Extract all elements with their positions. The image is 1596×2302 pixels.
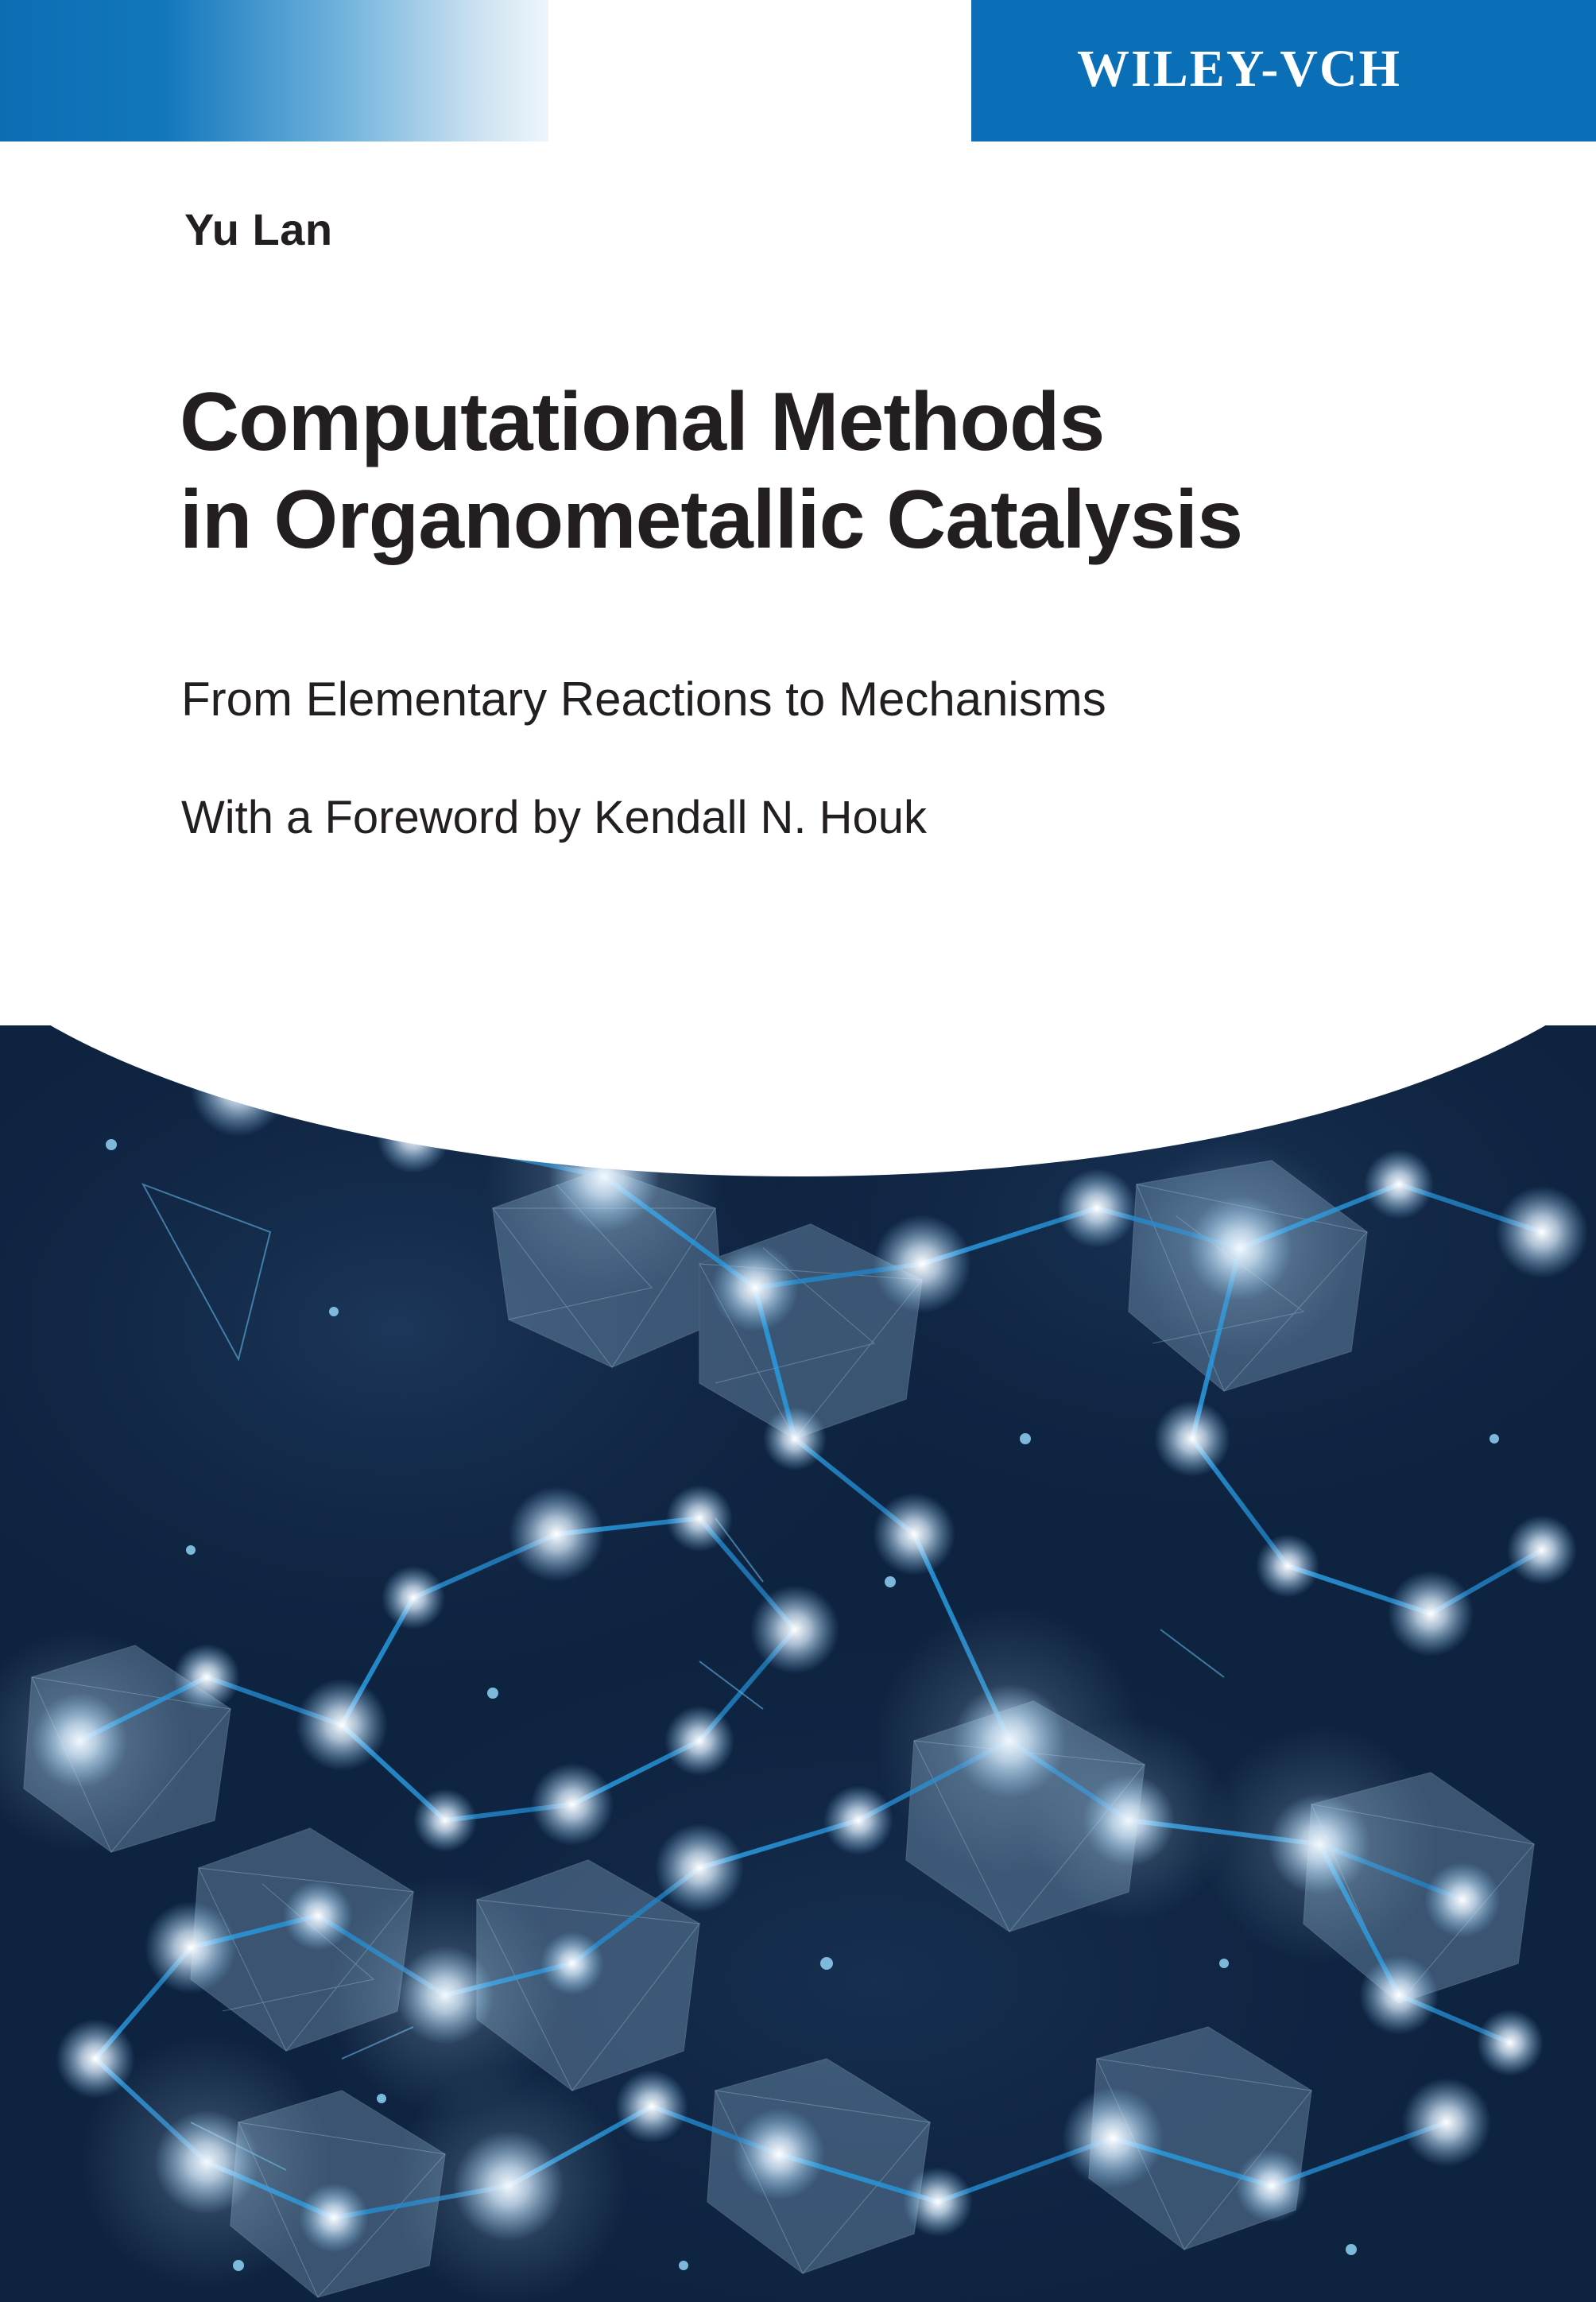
molecule-network-graphic — [0, 1025, 1596, 2302]
publisher-bar — [0, 0, 1596, 141]
publisher-logo: WILEY-VCH — [1077, 40, 1401, 98]
title-line-1: Computational Methods — [180, 376, 1105, 468]
publisher-bar-gradient-left — [0, 0, 548, 141]
cover-artwork — [0, 1025, 1596, 2302]
foreword-credit: With a Foreword by Kendall N. Houk — [181, 792, 928, 843]
page-title — [180, 374, 1531, 568]
publisher-bar-white-gap — [548, 0, 971, 141]
author-name: Yu Lan — [184, 204, 333, 254]
book-subtitle: From Elementary Reactions to Mechanisms — [181, 672, 1106, 726]
title-line-2: in Organometallic Catalysis — [180, 473, 1243, 566]
